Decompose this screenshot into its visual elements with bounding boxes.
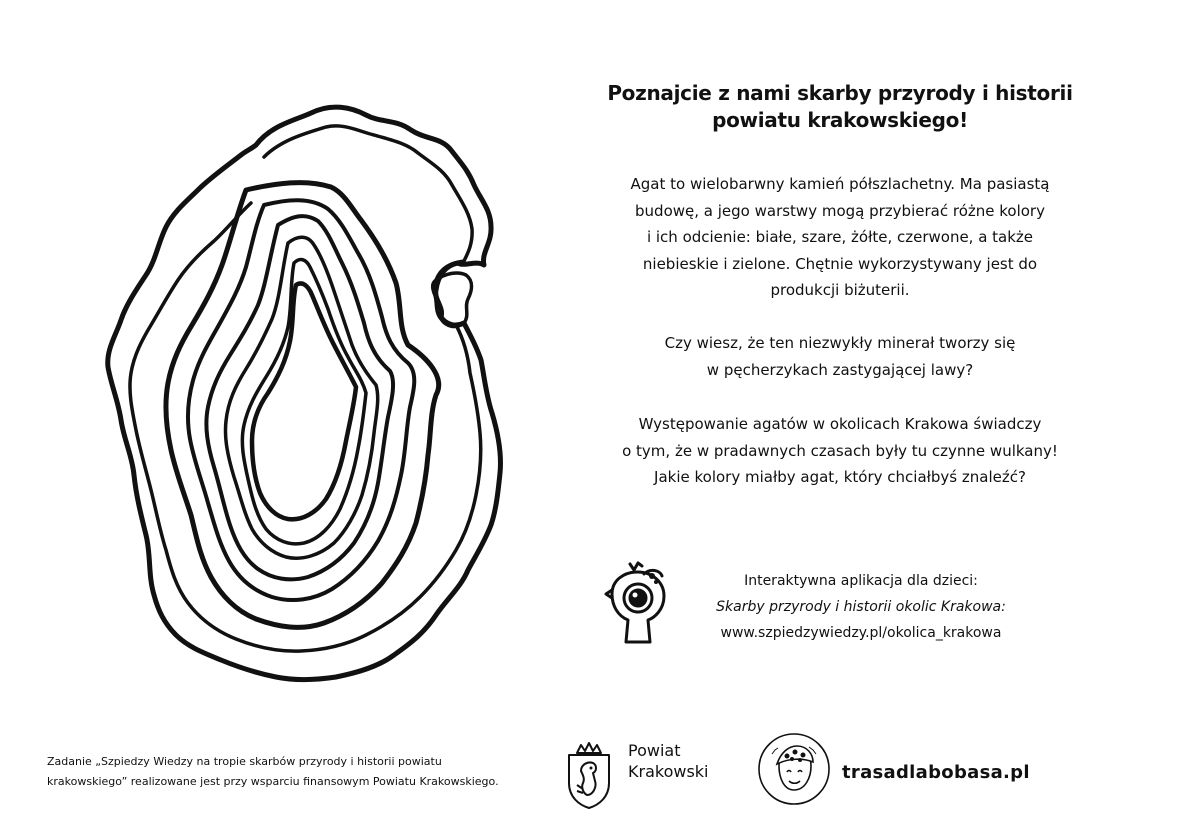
app-url-link[interactable]: www.szpiedzywiedzy.pl/okolica_krakowa xyxy=(720,625,1002,641)
app-promo xyxy=(604,560,1074,650)
paragraph-line: produkcji biżuterii. xyxy=(770,281,910,300)
trasadlabobasa-link[interactable]: trasadlabobasa.pl xyxy=(842,762,1030,783)
trasa-dla-bobasa-badge xyxy=(757,732,831,806)
title-line-1: Poznajcie z nami skarby przyrody i historii xyxy=(607,81,1073,105)
bird-mascot-icon xyxy=(604,560,666,648)
paragraph-line: niebieskie i zielone. Chętnie wykorzystywany jest do xyxy=(642,254,1038,273)
powiat-logo-line: Powiat xyxy=(628,741,681,760)
agate-description xyxy=(585,171,1095,304)
funding-note-line: Zadanie „Szpiedzy Wiedzy na tropie skarbów przyrody i historii powiatu xyxy=(47,755,442,768)
app-intro: Interaktywna aplikacja dla dzieci: xyxy=(744,573,978,589)
agate-stone-icon xyxy=(96,95,526,685)
did-you-know xyxy=(585,330,1095,383)
paragraph-line: o tym, że w pradawnych czasach były tu czynne wulkany! xyxy=(622,441,1058,460)
app-promo-text xyxy=(686,568,1036,646)
funding-note-line: krakowskiego” realizowane jest przy wsparciu finansowym Powiatu Krakowskiego. xyxy=(47,775,499,788)
paragraph-line: w pęcherzykach zastygającej lawy? xyxy=(706,360,974,379)
title-line-2: powiatu krakowskiego! xyxy=(712,108,968,132)
powiat-krakowski-logo xyxy=(628,740,709,782)
app-name: Skarby przyrody i historii okolic Krakowa: xyxy=(716,599,1006,615)
paragraph-line: budowę, a jego warstwy mogą przybierać różne kolory xyxy=(635,201,1045,220)
funding-note xyxy=(47,752,567,792)
paragraph-line: i ich odcienie: białe, szare, żółte, czerwone, a także xyxy=(646,228,1034,247)
paragraph-line: Czy wiesz, że ten niezwykły minerał tworzy się xyxy=(664,334,1016,352)
volcano-fact xyxy=(585,411,1095,491)
paragraph-line: Agat to wielobarwny kamień półszlachetny. Ma pasiastą xyxy=(630,175,1050,193)
eagle-crest-icon xyxy=(567,741,611,809)
paragraph-line: Występowanie agatów w okolicach Krakowa świadczy xyxy=(638,415,1042,433)
powiat-logo-line: Krakowski xyxy=(628,762,709,781)
page-title xyxy=(585,80,1095,134)
paragraph-line: Jakie kolory miałby agat, który chciałbyś znaleźć? xyxy=(654,468,1026,487)
